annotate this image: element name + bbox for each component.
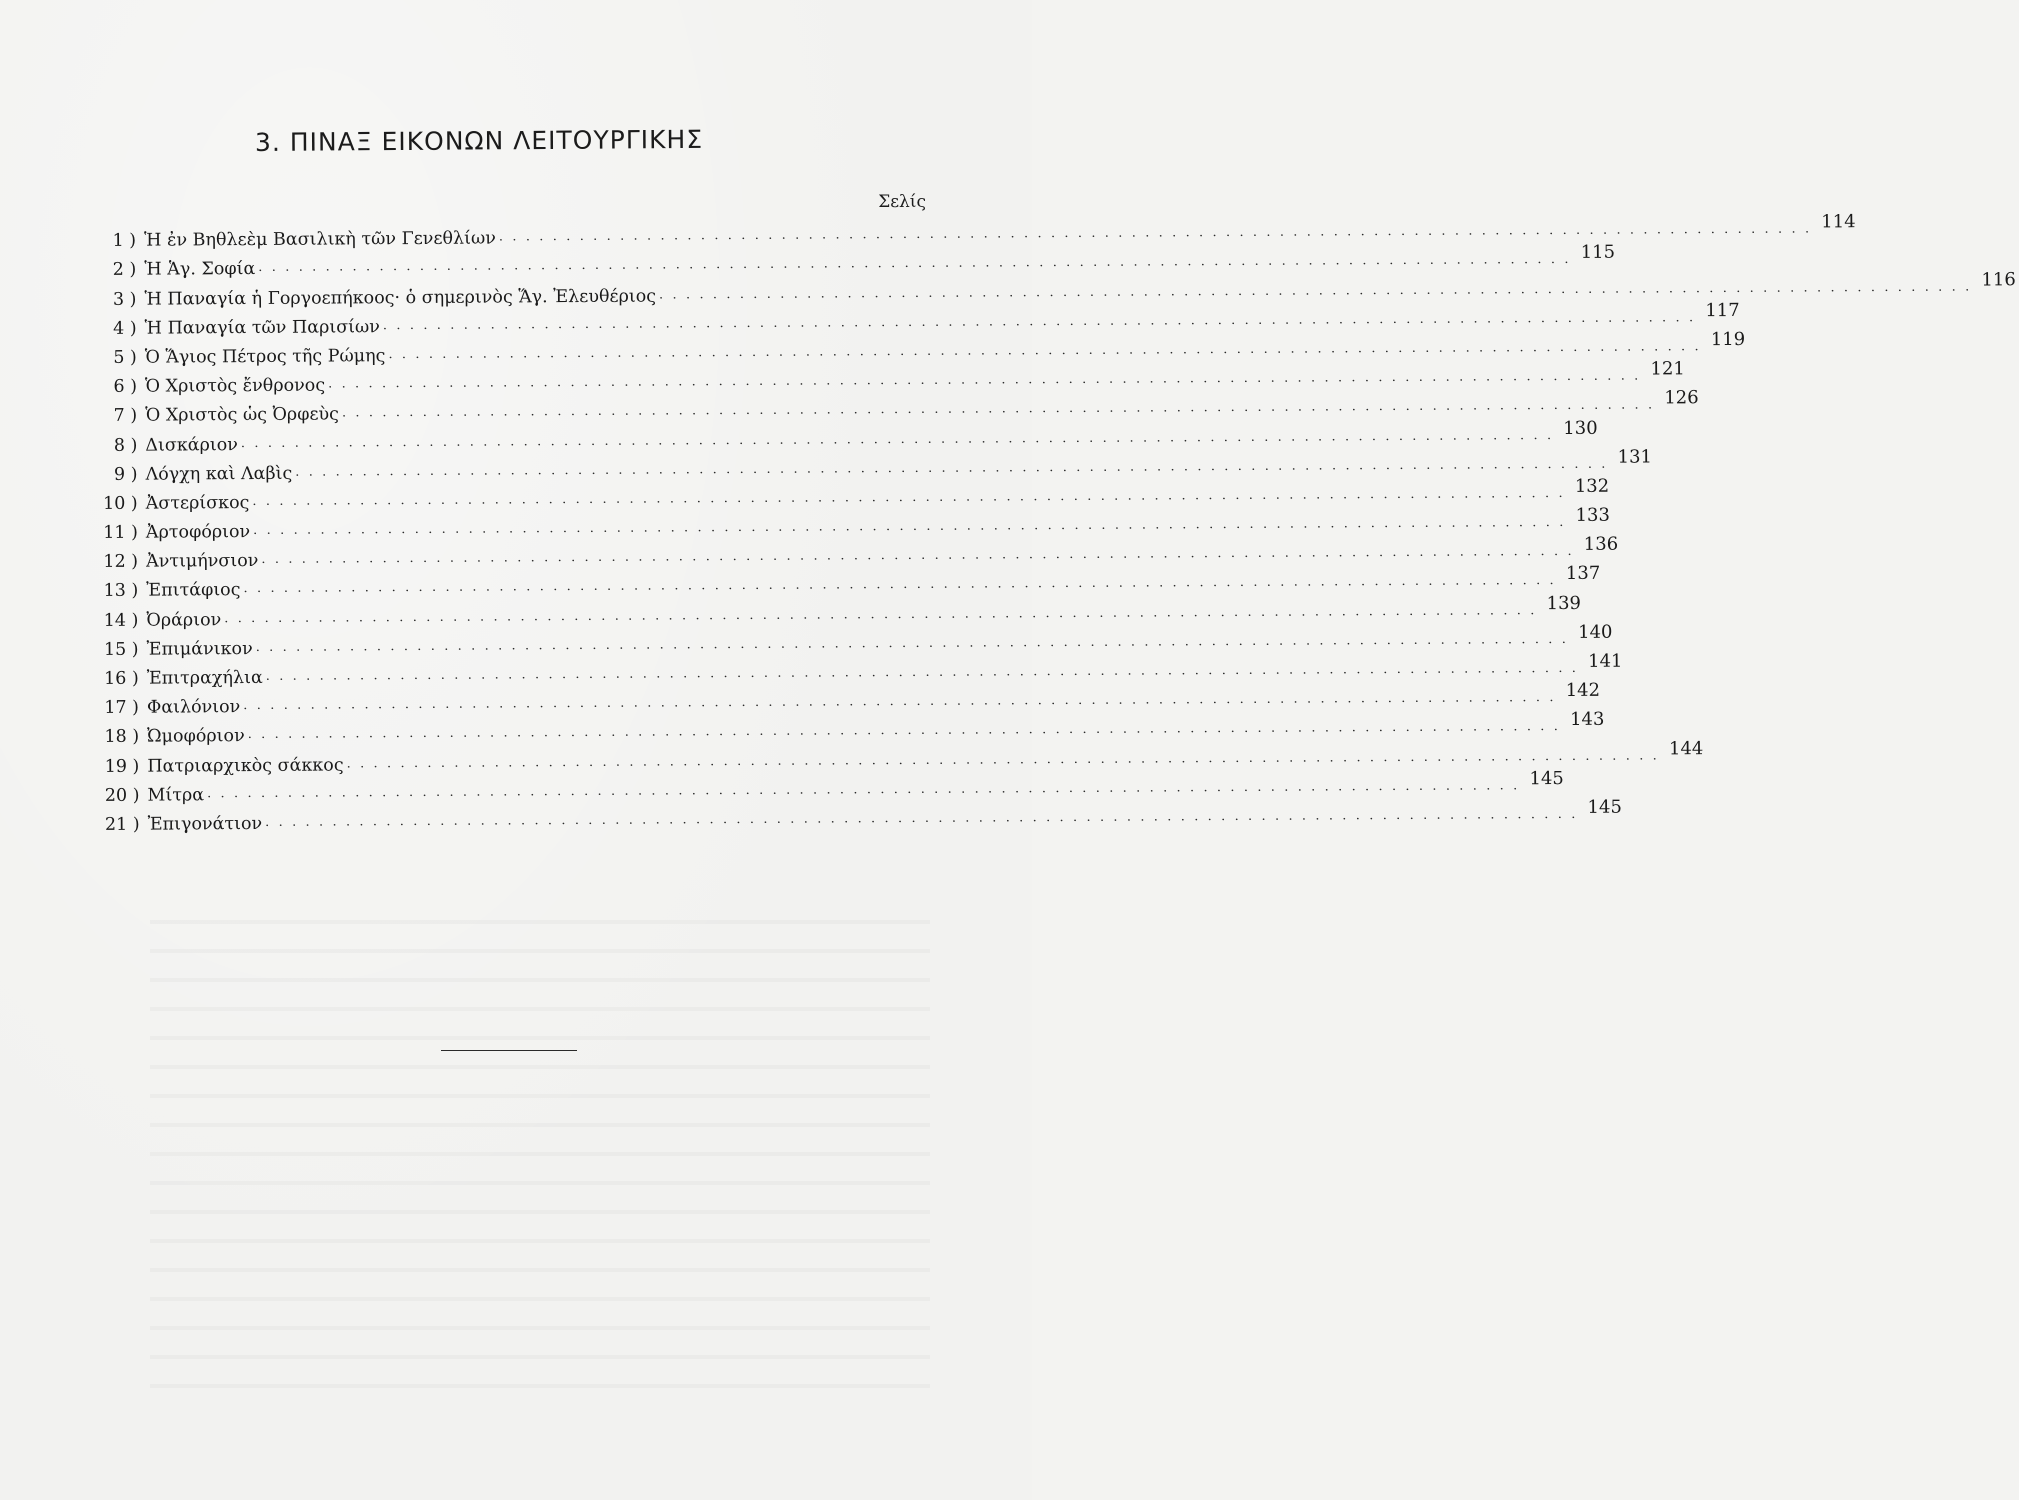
toc-entry-label: Ἡ Παναγία τῶν Παρισίων (144, 316, 380, 339)
toc-entry-page: 136 (1583, 533, 1619, 556)
toc-entry-label: Ἐπιγονάτιον (147, 813, 263, 835)
dot-leader: . . . . . . . . . . . . . . . . . . . . . . . . . . . . . . . . . . . . . . . . . . . . . . . . . . . . . . . . . . . . . . . . . . . . . . . . . . . . . . . . . . . . . . . . . . . . . . . . . . (382, 309, 1696, 333)
dot-leader: . . . . . . . . . . . . . . . . . . . . . . . . . . . . . . . . . . . . . . . . . . . . . . . . . . . . . . . . . . . . . . . . . . . . . . . . . . . . . . . . . . . . . . . . . . . . . . . . . . (207, 778, 1520, 802)
toc-entry-number: 7 ) (113, 406, 138, 427)
toc-entry (94, 796, 1622, 835)
toc-entry-number: 3 ) (112, 289, 137, 310)
toc-entry-label: Ὁ Χριστὸς ἔνθρονος (144, 375, 326, 397)
dot-leader: . . . . . . . . . . . . . . . . . . . . . . . . . . . . . . . . . . . . . . . . . . . . . . . . . . . . . . . . . . . . . . . . . . . . . . . . . . . . . . . . . . . . . . . . . . . . . . . . . . (265, 660, 1579, 684)
dot-leader: . . . . . . . . . . . . . . . . . . . . . . . . . . . . . . . . . . . . . . . . . . . . . . . . . . . . . . . . . . . . . . . . . . . . . . . . . . . . . . . . . . . . . . . . . . . . . . . . . . (253, 515, 1566, 539)
toc-entry-page: 132 (1574, 475, 1610, 497)
dot-leader: . . . . . . . . . . . . . . . . . . . . . . . . . . . . . . . . . . . . . . . . . . . . . . . . . . . . . . . . . . . . . . . . . . . . . . . . . . . . . . . . . . . . . . . . . . . . . . . . . . (252, 485, 1566, 509)
toc-entry-page: 121 (1650, 358, 1685, 380)
dot-leader: . . . . . . . . . . . . . . . . . . . . . . . . . . . . . . . . . . . . . . . . . . . . . . . . . . . . . . . . . . . . . . . . . . . . . . . . . . . . . . . . . . . . . . . . . . . . . . . . . . (498, 221, 1812, 245)
toc-entry-label: Ἡ ἐν Βηθλεὲμ Βασιλικὴ τῶν Γενεθλίων (144, 228, 496, 251)
toc-entry-page: 143 (1570, 709, 1605, 731)
toc-entry-page: 126 (1664, 387, 1699, 409)
toc-entry-label: Λόγχη καὶ Λαβὶς (145, 463, 293, 485)
toc-entry-label: Ἐπιτάφιος (146, 580, 241, 602)
toc-entry-page: 142 (1565, 679, 1601, 702)
toc-entry-page: 119 (1710, 328, 1746, 351)
toc-entry-number: 13 ) (103, 581, 139, 602)
toc-entry-page: 139 (1546, 592, 1582, 614)
toc-entry-page: 140 (1578, 621, 1613, 643)
toc-entry-page: 131 (1617, 446, 1653, 468)
toc-entry-label: Ὀράριον (146, 609, 222, 631)
toc-entry-number: 9 ) (113, 464, 138, 485)
dot-leader: . . . . . . . . . . . . . . . . . . . . . . . . . . . . . . . . . . . . . . . . . . . . . . . . . . . . . . . . . . . . . . . . . . . . . . . . . . . . . . . . . . . . . . . . . . . . . . . . . . (224, 602, 1538, 626)
toc-entry-label: Ὁ Ἅγιος Πέτρος τῆς Ρώμης (144, 346, 386, 368)
toc-entry-number: 1 ) (112, 230, 137, 252)
dot-leader: . . . . . . . . . . . . . . . . . . . . . . . . . . . . . . . . . . . . . . . . . . . . . . . . . . . . . . . . . . . . . . . . . . . . . . . . . . . . . . . . . . . . . . . . . . . . . . . . . . (258, 252, 1572, 276)
section-divider (441, 1050, 577, 1051)
toc-entry-page: 133 (1575, 504, 1610, 526)
toc-entry-label: Ὠμοφόριον (147, 726, 245, 748)
toc-entry-number: 11 ) (103, 522, 138, 543)
toc-entry-number: 18 ) (104, 727, 140, 748)
toc-entry-number: 12 ) (103, 551, 139, 573)
dot-leader: . . . . . . . . . . . . . . . . . . . . . . . . . . . . . . . . . . . . . . . . . . . . . . . . . . . . . . . . . . . . . . . . . . . . . . . . . . . . . . . . . . . . . . . . . . . . . . . . . . (388, 339, 1702, 363)
toc-entry-label: Ἀντιμήνσιον (146, 551, 259, 572)
dot-leader: . . . . . . . . . . . . . . . . . . . . . . . . . . . . . . . . . . . . . . . . . . . . . . . . . . . . . . . . . . . . . . . . . . . . . . . . . . . . . . . . . . . . . . . . . . . . . . . . . . (240, 427, 1554, 451)
toc-entry-label: Ἐπιμάνικον (146, 638, 253, 660)
toc-entry-label: Ἐπιτραχήλια (146, 667, 263, 689)
toc-entry-number: 16 ) (104, 668, 139, 689)
toc-entry-page: 114 (1821, 211, 1856, 233)
toc-entry-number: 2 ) (112, 260, 137, 281)
toc-entry-page: 145 (1529, 767, 1564, 789)
dot-leader: . . . . . . . . . . . . . . . . . . . . . . . . . . . . . . . . . . . . . . . . . . . . . . . . . . . . . . . . . . . . . . . . . . . . . . . . . . . . . . . . . . . . . . . . . . . . . . . . . . (265, 806, 1578, 830)
toc-entry-page: 141 (1588, 650, 1623, 672)
toc-entry-number: 17 ) (104, 697, 140, 719)
toc-entry-page: 145 (1587, 796, 1622, 818)
toc-entry-number: 10 ) (102, 493, 138, 514)
toc-entry-page: 130 (1563, 417, 1598, 439)
toc-entry-page: 115 (1580, 242, 1616, 264)
dot-leader: . . . . . . . . . . . . . . . . . . . . . . . . . . . . . . . . . . . . . . . . . . . . . . . . . . . . . . . . . . . . . . . . . . . . . . . . . . . . . . . . . . . . . . . . . . . . . . . . . . (295, 456, 1609, 480)
toc-entry-label: Ἀρτοφόριον (145, 522, 251, 543)
toc-entry-number: 6 ) (113, 376, 138, 397)
dot-leader: . . . . . . . . . . . . . . . . . . . . . . . . . . . . . . . . . . . . . . . . . . . . . . . . . . . . . . . . . . . . . . . . . . . . . . . . . . . . . . . . . . . . . . . . . . . . . . . . . . (255, 631, 1569, 655)
toc-entry-number: 15 ) (103, 639, 139, 660)
toc-entry-number: 14 ) (103, 610, 139, 631)
toc-entry-number: 5 ) (113, 347, 137, 368)
toc-entry-number: 21 ) (104, 814, 140, 835)
toc-entry-label: Δισκάριον (145, 434, 238, 456)
bleed-through-background (150, 900, 930, 1400)
table-of-figures (90, 211, 2016, 835)
toc-entry-label: Ἡ Ἁγ. Σοφία (144, 259, 256, 281)
toc-entry-label: Πατριαρχικὸς σάκκος (147, 755, 344, 777)
dot-leader: . . . . . . . . . . . . . . . . . . . . . . . . . . . . . . . . . . . . . . . . . . . . . . . . . . . . . . . . . . . . . . . . . . . . . . . . . . . . . . . . . . . . . . . . . . . . . . . . . . (243, 690, 1557, 714)
page-column-header: Σελίς (878, 192, 926, 212)
toc-entry-page: 117 (1705, 299, 1740, 321)
page-title: 3. ΠΙΝΑΞ ΕΙΚΟΝΩΝ ΛΕΙΤΟΥΡΓΙΚΗΣ (254, 124, 704, 157)
toc-entry-number: 4 ) (113, 318, 137, 339)
dot-leader: . . . . . . . . . . . . . . . . . . . . . . . . . . . . . . . . . . . . . . . . . . . . . . . . . . . . . . . . . . . . . . . . . . . . . . . . . . . . . . . . . . . . . . . . . . . . . . . . . . (341, 397, 1655, 421)
toc-entry-page: 116 (1981, 268, 2016, 291)
toc-entry-number: 19 ) (104, 756, 140, 777)
toc-entry-number: 20 ) (104, 785, 140, 806)
dot-leader: . . . . . . . . . . . . . . . . . . . . . . . . . . . . . . . . . . . . . . . . . . . . . . . . . . . . . . . . . . . . . . . . . . . . . . . . . . . . . . . . . . . . . . . . . . . . . . . . . . (261, 544, 1575, 568)
toc-entry-label: Ὁ Χριστὸς ὡς Ὀρφεὺς (145, 404, 340, 426)
toc-entry-page: 137 (1565, 563, 1601, 585)
dot-leader: . . . . . . . . . . . . . . . . . . . . . . . . . . . . . . . . . . . . . . . . . . . . . . . . . . . . . . . . . . . . . . . . . . . . . . . . . . . . . . . . . . . . . . . . . . . . . . . . . . (328, 368, 1641, 392)
dot-leader: . . . . . . . . . . . . . . . . . . . . . . . . . . . . . . . . . . . . . . . . . . . . . . . . . . . . . . . . . . . . . . . . . . . . . . . . . . . . . . . . . . . . . . . . . . . . . . . . . . (658, 279, 1972, 303)
dot-leader: . . . . . . . . . . . . . . . . . . . . . . . . . . . . . . . . . . . . . . . . . . . . . . . . . . . . . . . . . . . . . . . . . . . . . . . . . . . . . . . . . . . . . . . . . . . . . . . . . . (243, 573, 1557, 597)
dot-leader: . . . . . . . . . . . . . . . . . . . . . . . . . . . . . . . . . . . . . . . . . . . . . . . . . . . . . . . . . . . . . . . . . . . . . . . . . . . . . . . . . . . . . . . . . . . . . . . . . . (247, 719, 1561, 743)
toc-entry-page: 144 (1668, 737, 1704, 759)
toc-entry-number: 8 ) (113, 435, 138, 456)
toc-entry-label: Ἀστερίσκος (145, 492, 250, 514)
toc-entry-label: Ἡ Παναγία ἡ Γοργοεπήκοος· ὁ σημερινὸς Ἅγ. Ἐλευθέριος (144, 286, 657, 310)
dot-leader: . . . . . . . . . . . . . . . . . . . . . . . . . . . . . . . . . . . . . . . . . . . . . . . . . . . . . . . . . . . . . . . . . . . . . . . . . . . . . . . . . . . . . . . . . . . . . . . . . . (346, 747, 1660, 772)
toc-entry-label: Φαιλόνιον (146, 697, 241, 718)
toc-entry-label: Μίτρα (147, 785, 205, 806)
